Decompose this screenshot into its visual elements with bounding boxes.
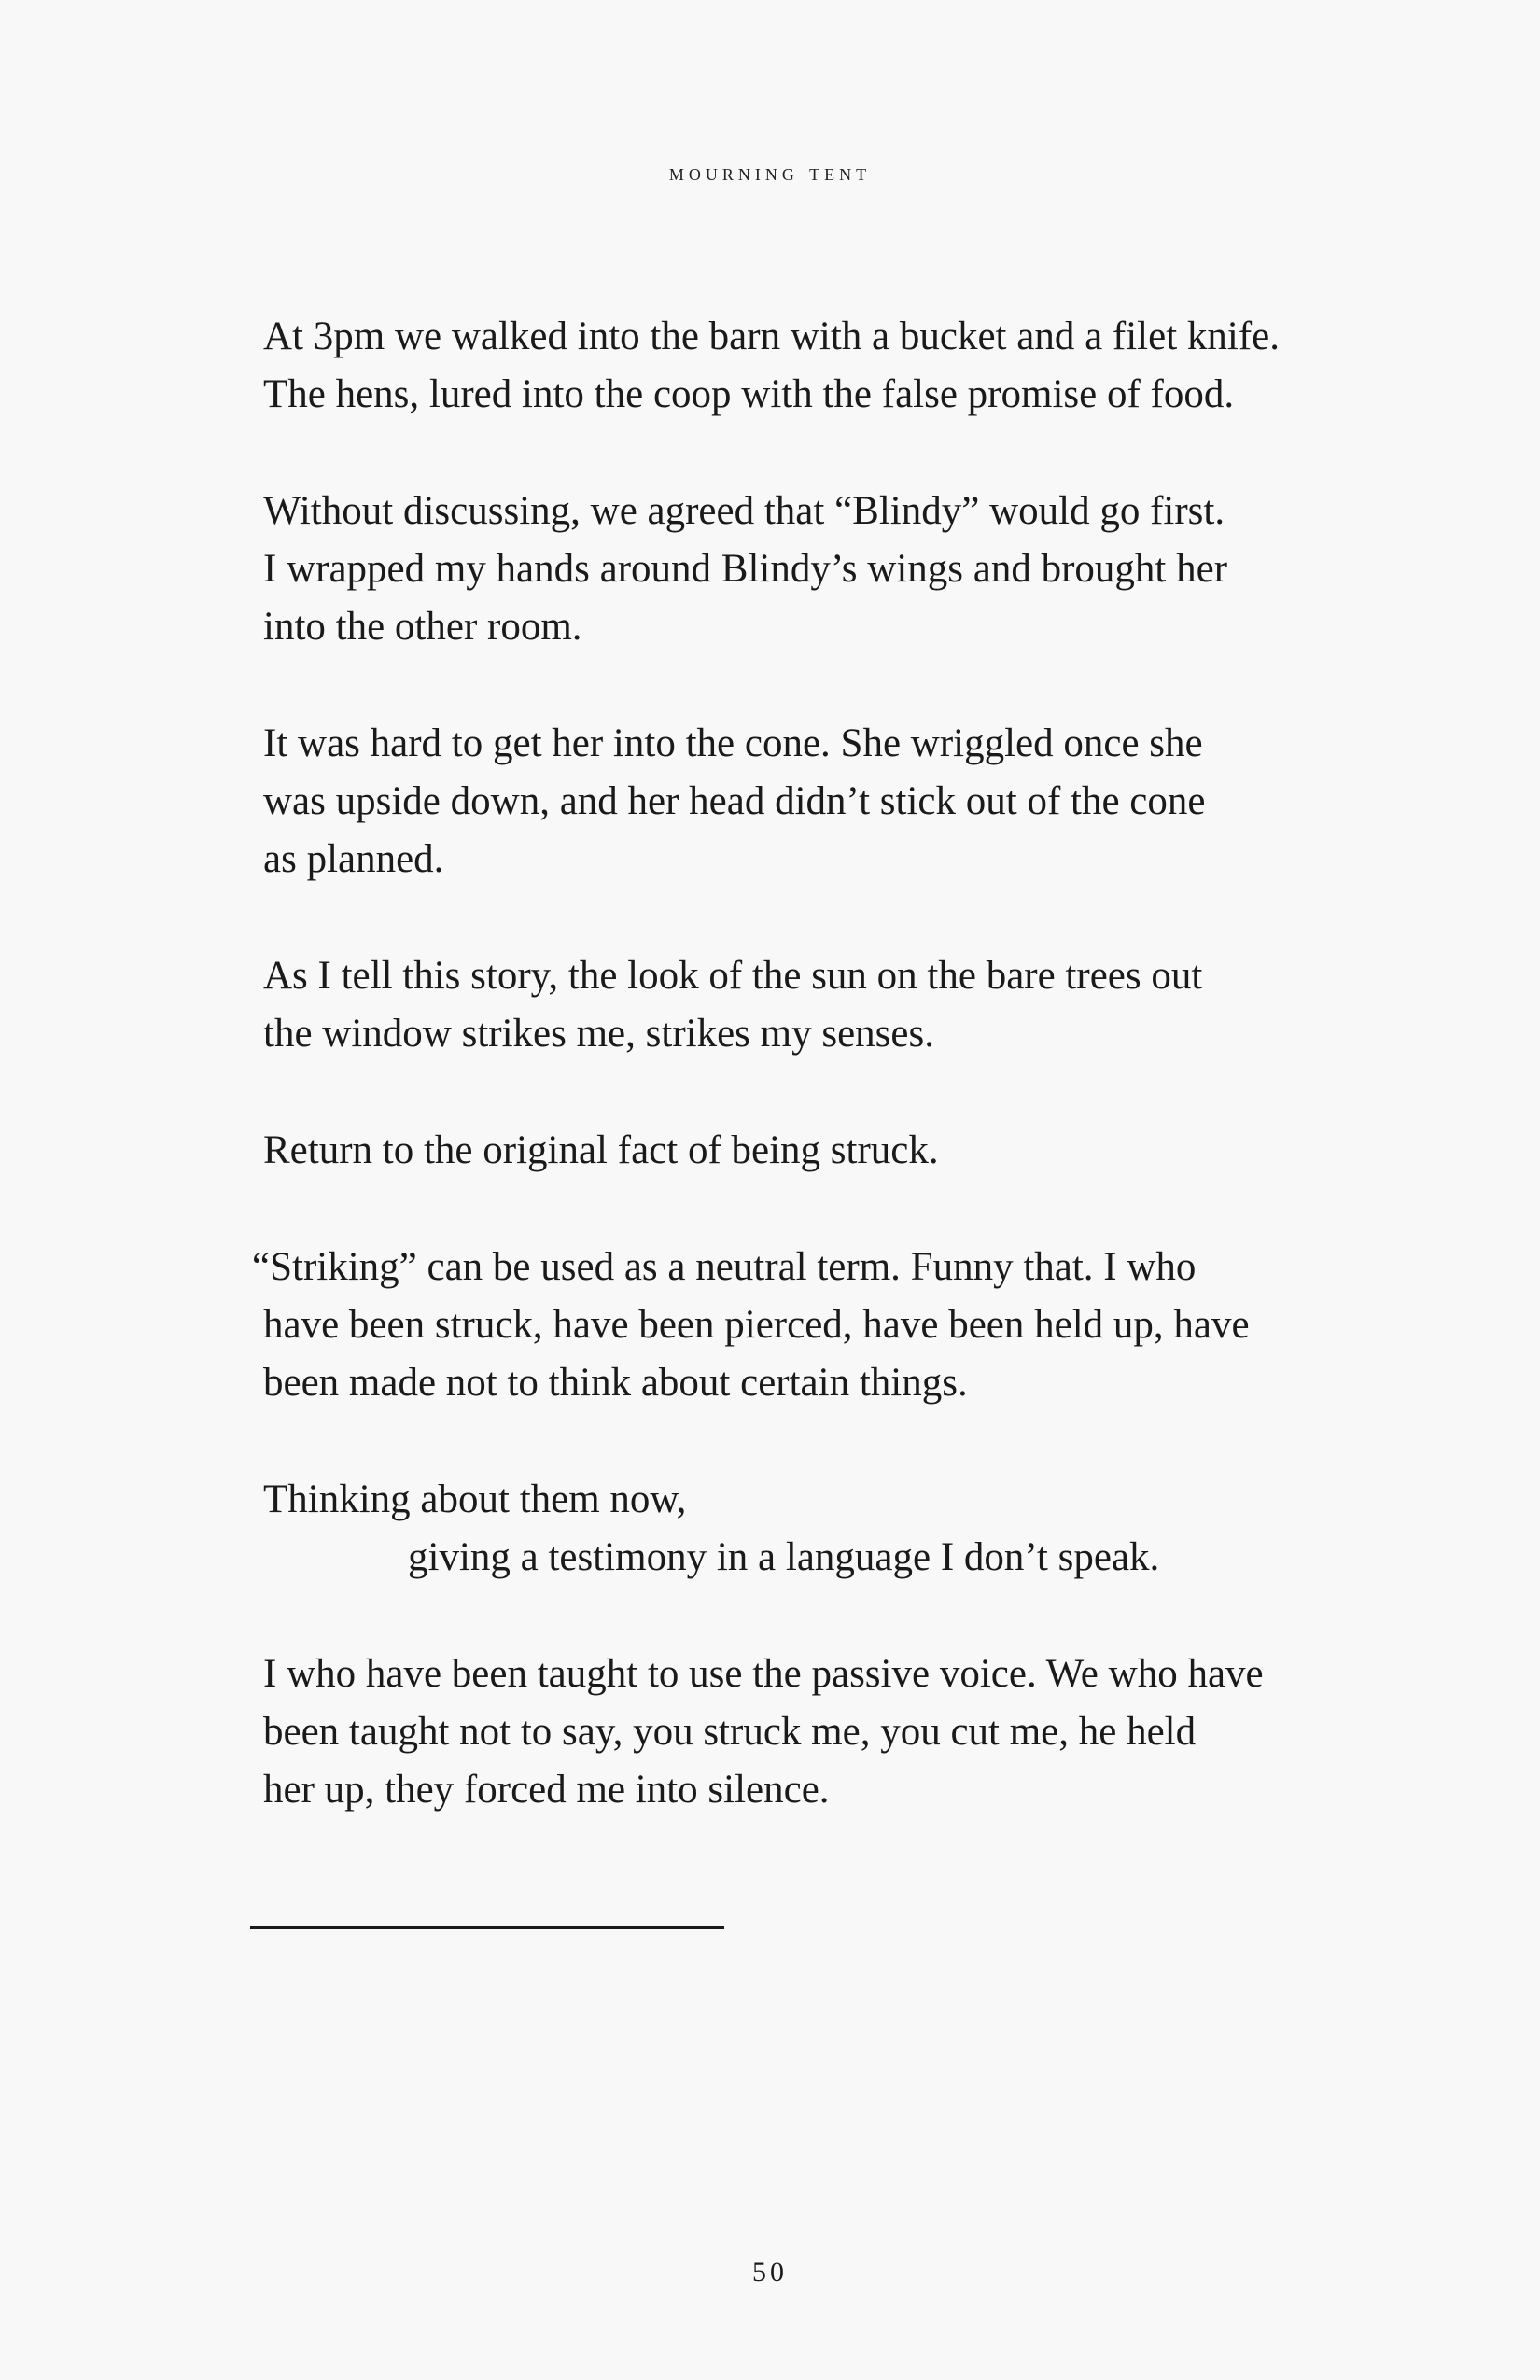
poem-line: I wrapped my hands around Blindy’s wings and brought her <box>263 547 1228 591</box>
poem-line: Thinking about them now, <box>263 1477 687 1521</box>
poem-line: “Striking” can be used as a neutral term. Funny that. I who <box>252 1245 1197 1289</box>
poem-line: Without discussing, we agreed that “Blindy” would go first. <box>263 489 1225 533</box>
poem-line: her up, they forced me into silence. <box>263 1768 830 1812</box>
stanza-4 <box>263 947 1309 1063</box>
poem-line: At 3pm we walked into the barn with a bucket and a filet knife. <box>263 315 1281 358</box>
stanza-3 <box>263 715 1309 889</box>
poem-line: been taught not to say, you struck me, you cut me, he held <box>263 1710 1197 1754</box>
poem-line: been made not to think about certain things. <box>263 1361 968 1405</box>
poem-line: It was hard to get her into the cone. She wriggled once she <box>263 721 1203 765</box>
stanza-1 <box>263 308 1309 424</box>
poem-line: I who have been taught to use the passive voice. We who have <box>263 1652 1264 1696</box>
poem-line: into the other room. <box>263 605 582 649</box>
poem-line-indented: giving a testimony in a language I don’t speak. <box>408 1535 1160 1579</box>
stanza-5 <box>263 1122 1309 1180</box>
footnote-rule <box>250 1926 724 1929</box>
poem-line: Return to the original fact of being struck. <box>263 1128 939 1172</box>
poem-line: was upside down, and her head didn’t stick out of the cone <box>263 779 1206 823</box>
stanza-6 <box>252 1239 1309 1412</box>
stanza-8 <box>263 1645 1309 1819</box>
poem-line: As I tell this story, the look of the sun on the bare trees out <box>263 954 1203 998</box>
poem-line: The hens, lured into the coop with the false promise of food. <box>263 372 1235 416</box>
stanza-7 <box>263 1471 1309 1587</box>
poem-line: the window strikes me, strikes my senses. <box>263 1012 934 1056</box>
poem-body <box>252 308 1309 1878</box>
poem-line: have been struck, have been pierced, have been held up, have <box>263 1303 1250 1347</box>
page-number: 50 <box>752 2257 788 2288</box>
stanza-2 <box>263 483 1309 656</box>
poem-line: as planned. <box>263 837 444 881</box>
running-head: mourning tent <box>668 161 872 186</box>
